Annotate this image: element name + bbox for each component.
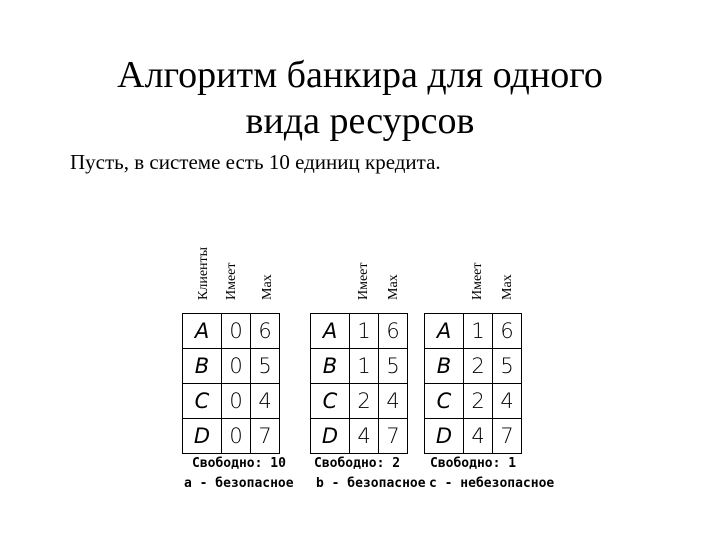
table-row (183, 384, 280, 419)
has-value: 1 (464, 314, 493, 349)
client-name: A (311, 314, 350, 349)
max-value: 5 (379, 349, 408, 384)
header-has-3: Имеет (470, 262, 485, 300)
client-name: A (183, 314, 222, 349)
client-name: D (311, 419, 350, 454)
header-has-2: Имеет (356, 262, 371, 300)
max-value: 7 (493, 419, 522, 454)
slide-title-line-1: Алгоритм банкира для одного (117, 54, 603, 96)
table-row (311, 314, 408, 349)
table-row (425, 314, 522, 349)
client-name: D (183, 419, 222, 454)
table-row (311, 384, 408, 419)
has-value: 0 (222, 384, 251, 419)
has-value: 0 (222, 314, 251, 349)
max-value: 4 (379, 384, 408, 419)
header-max-3: Max (500, 274, 515, 300)
client-name: B (425, 349, 464, 384)
has-value: 2 (464, 349, 493, 384)
has-value: 0 (222, 419, 251, 454)
max-value: 5 (493, 349, 522, 384)
header-max-2: Max (386, 274, 401, 300)
client-name: B (183, 349, 222, 384)
max-value: 4 (251, 384, 280, 419)
header-clients: Клиенты (196, 246, 211, 300)
client-name: D (425, 419, 464, 454)
has-value: 2 (464, 384, 493, 419)
state-label-c: c - небезопасное (429, 476, 555, 491)
slide-title-line-2: вида ресурсов (245, 100, 475, 142)
max-value: 6 (251, 314, 280, 349)
max-value: 4 (493, 384, 522, 419)
free-units-a: Свободно: 10 (192, 456, 286, 471)
client-name: C (311, 384, 350, 419)
client-name: B (311, 349, 350, 384)
state-table-b (310, 313, 408, 454)
table-row (425, 384, 522, 419)
has-value: 2 (350, 384, 379, 419)
has-value: 1 (350, 314, 379, 349)
has-value: 4 (464, 419, 493, 454)
table-row (311, 419, 408, 454)
max-value: 6 (379, 314, 408, 349)
slide-title (60, 52, 660, 144)
table-row (311, 349, 408, 384)
client-name: C (183, 384, 222, 419)
has-value: 1 (350, 349, 379, 384)
free-units-b: Свободно: 2 (314, 456, 401, 471)
max-value: 7 (251, 419, 280, 454)
table-row (183, 349, 280, 384)
client-name: C (425, 384, 464, 419)
intro-text: Пусть, в системе есть 10 единиц кредита. (70, 150, 441, 174)
state-table-a (182, 313, 280, 454)
table-row (425, 349, 522, 384)
has-value: 0 (222, 349, 251, 384)
header-max-1: Max (260, 274, 275, 300)
table-row (183, 419, 280, 454)
state-label-a: a - безопасное (184, 476, 294, 491)
max-value: 5 (251, 349, 280, 384)
free-units-c: Свободно: 1 (430, 456, 517, 471)
max-value: 7 (379, 419, 408, 454)
header-has-1: Имеет (224, 262, 239, 300)
table-row (425, 419, 522, 454)
table-row (183, 314, 280, 349)
state-label-b: b - безопасное (316, 476, 426, 491)
has-value: 4 (350, 419, 379, 454)
max-value: 6 (493, 314, 522, 349)
state-table-c (424, 313, 522, 454)
client-name: A (425, 314, 464, 349)
